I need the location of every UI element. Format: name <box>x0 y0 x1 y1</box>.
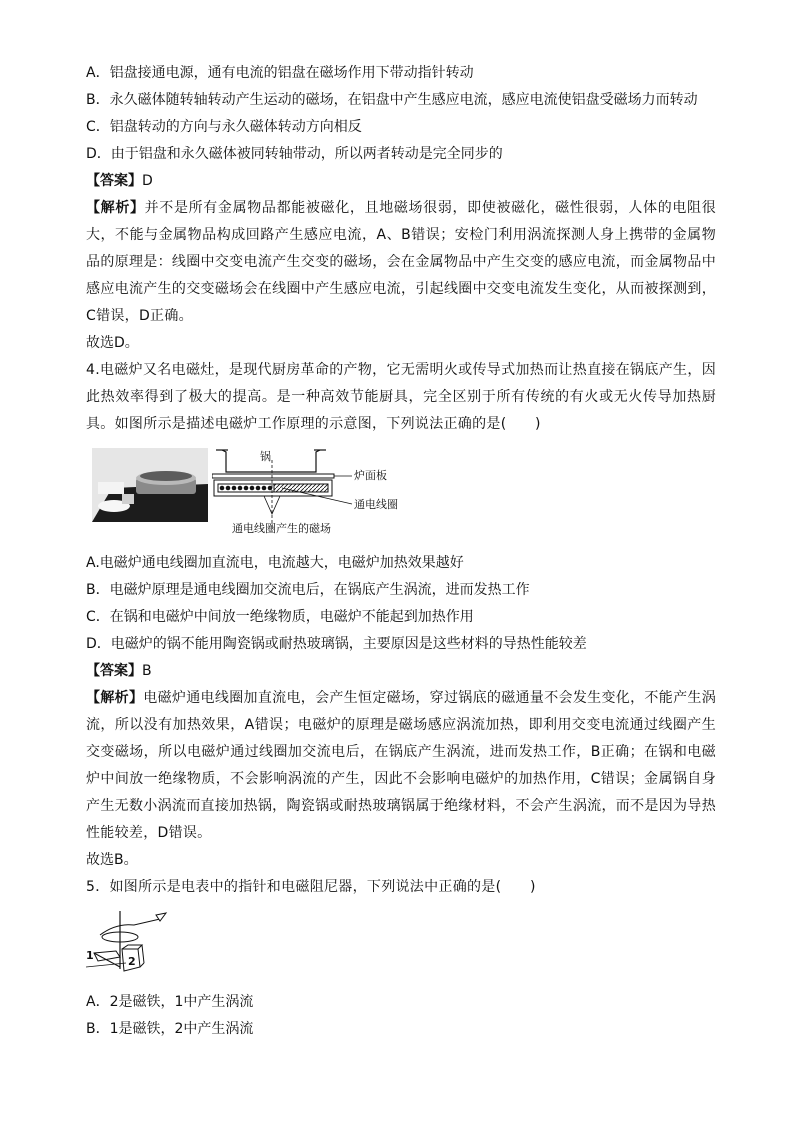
cooker-diagram <box>212 444 412 532</box>
q3-option-c: C．铝盘转动的方向与永久磁体转动方向相反 <box>86 119 362 135</box>
q3-analysis <box>86 195 716 330</box>
q4-analysis <box>86 685 716 847</box>
document-page <box>86 60 716 1043</box>
label-pot: 锅 <box>260 450 271 463</box>
q4-answer <box>86 658 716 685</box>
q4-option-a: A.电磁炉通电线圈加直流电，电流越大，电磁炉加热效果越好 <box>86 555 464 571</box>
q5-option-b: B．1是磁铁，2中产生涡流 <box>86 1021 254 1037</box>
label-coil: 通电线圈 <box>354 498 398 511</box>
q3-option-a: A．铝盘接通电源，通有电流的铝盘在磁场作用下带动指针转动 <box>86 65 474 81</box>
label-field: 通电线圈产生的磁场 <box>232 522 331 535</box>
label-panel: 炉面板 <box>354 469 387 482</box>
analysis-text: 电磁炉通电线圈加直流电，会产生恒定磁场，穿过锅底的磁通量不会发生变化，不能产生涡流，所以没有加热效果，A错误；电磁炉的原理是磁场感应涡流加热，即利用交变电流通过线圈产生交变磁场，所以电磁炉通过线圈加交流电后，在锅底产生涡流，进而发热工作，B正确；在锅和电磁炉中间放一绝缘物质，不会影响涡流的产生，因此不会影响电磁炉的加热作用，C错误；金属锅自身产生无数小涡流而直接加热锅，陶瓷锅或耐热玻璃锅属于绝缘材料，不会产生涡流，而不是因为导热性能较差，D错误。 <box>86 690 717 841</box>
analysis-text: 并不是所有金属物品都能被磁化，且地磁场很弱，即使被磁化，磁性很弱，人体的电阻很大，不能与金属物品构成回路产生感应电流，A、B错误；安检门利用涡流探测人身上携带的金属物品的原理是：线圈中交变电流产生交变的磁场，会在金属物品中产生交变的感应电流，而金属物品中感应电流产生的交变磁场会在线圈中产生感应电流，引起线圈中交变电流发生变化，从而被探测到，C错误，D正确。 <box>86 200 716 324</box>
q4-conclusion: 故选B。 <box>86 852 138 868</box>
analysis-tag: 【解析】 <box>86 200 145 216</box>
q3-option-b: B．永久磁体随转轴转动产生运动的磁场，在铝盘中产生感应电流，感应电流使铝盘受磁场力而转动 <box>86 92 698 108</box>
answer-tag: 【答案】 <box>86 173 142 189</box>
q3-option-d: D．由于铝盘和永久磁体被同转轴带动，所以两者转动是完全同步的 <box>86 146 503 162</box>
q4-option-b: B．电磁炉原理是通电线圈加交流电后，在锅底产生涡流，进而发热工作 <box>86 582 530 598</box>
q3-conclusion: 故选D。 <box>86 335 139 351</box>
q5-option-a: A．2是磁铁，1中产生涡流 <box>86 994 254 1010</box>
q4-stem: 4.电磁炉又名电磁灶，是现代厨房革命的产物，它无需明火或传导式加热而让热直接在锅底产生，因此热效率得到了极大的提高。是一种高效节能厨具，完全区别于所有传统的有火或无火传导加热厨具。如图所示是描述电磁炉工作原理的示意图，下列说法正确的是( ) <box>86 362 716 432</box>
induction-cooker-photo <box>92 448 208 522</box>
induction-cooker-figure <box>86 444 716 544</box>
q4-option-c: C．在锅和电磁炉中间放一绝缘物质，电磁炉不能起到加热作用 <box>86 609 474 625</box>
q5-stem: 5．如图所示是电表中的指针和电磁阻尼器，下列说法中正确的是( ) <box>86 879 536 895</box>
damper-diagram <box>86 905 176 985</box>
q3-answer <box>86 168 716 195</box>
label-1: 1 <box>86 949 94 962</box>
damper-figure <box>86 905 716 987</box>
q4-option-d: D．电磁炉的锅不能用陶瓷锅或耐热玻璃锅，主要原因是这些材料的导热性能较差 <box>86 636 587 652</box>
analysis-tag: 【解析】 <box>86 690 144 706</box>
answer-tag: 【答案】 <box>86 663 142 679</box>
answer-value: D <box>142 173 153 189</box>
answer-value: B <box>142 663 152 679</box>
label-2: 2 <box>128 955 136 968</box>
